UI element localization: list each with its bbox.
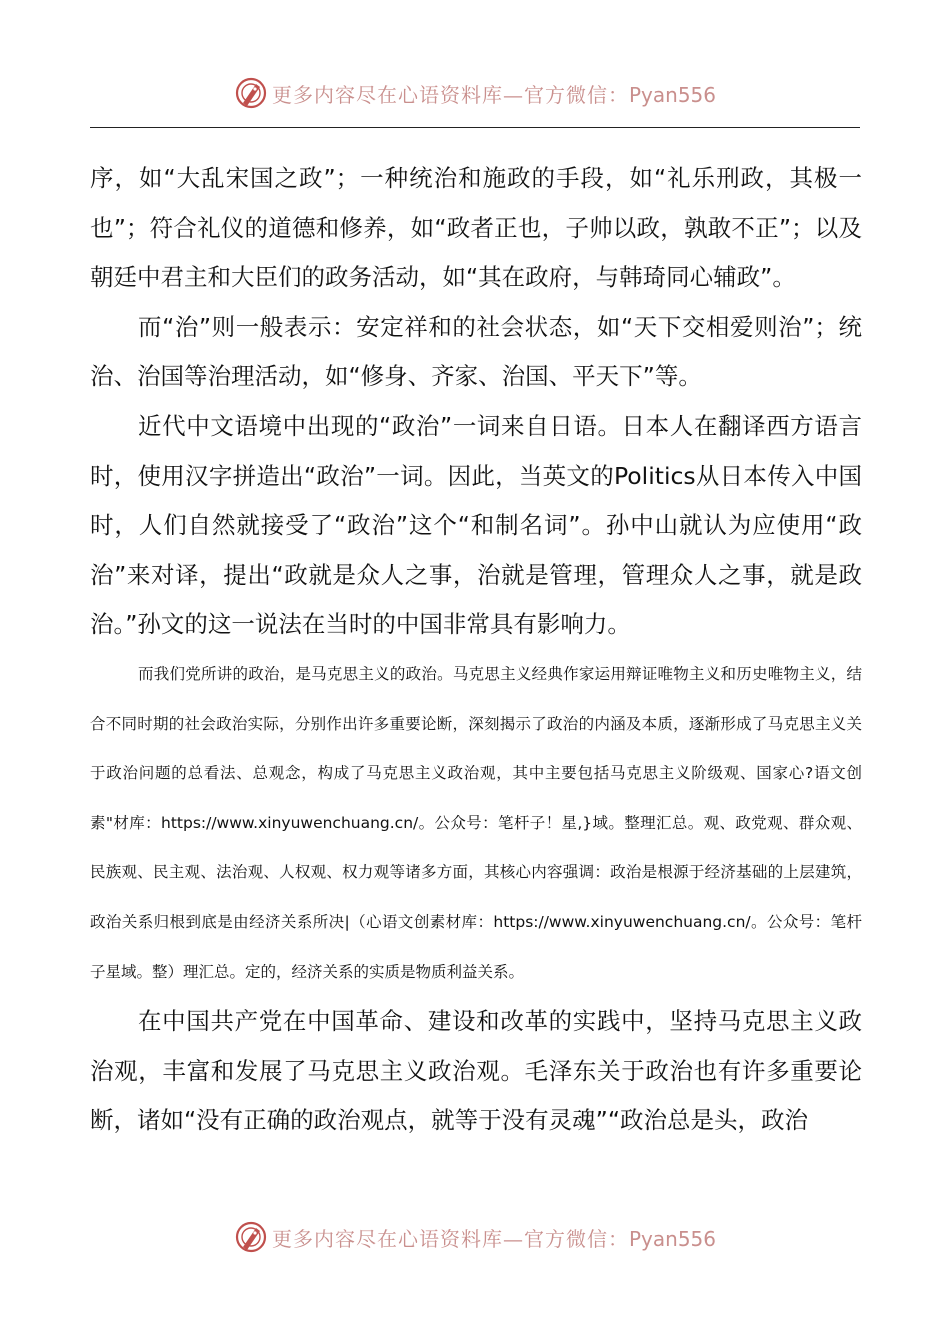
header-divider	[90, 127, 860, 128]
header-wechat-id: Pyan556	[628, 82, 716, 107]
pen-nib-circle-icon	[234, 76, 268, 110]
paragraph-4: 而我们党所讲的政治，是马克思主义的政治。马克思主义经典作家运用辩证唯物主义和历史唯物主义，结合不同时期的社会政治实际，分别作出许多重要论断，深刻揭示了政治的内涵及本质，逐渐形成了马克思主义关于政治问题的总看法、总观念，构成了马克思主义政治观，其中主要包括马克思主义阶级观、国家心?语文创素"材库：https://www.xinyuwenchuang.cn/。公众号：笔杆子！星,}域。整理汇总。观、政党观、群众观、民族观、民主观、法治观、人权观、权力观等诸多方面，其核心内容强调：政治是根源于经济基础的上层建筑，政治关系归根到底是由经济关系所决|（心语文创素材库：https://www.xinyuwenchuang.cn/。公众号：笔杆子星域。整）理汇总。定的，经济关系的实质是物质利益关系。	[90, 664, 862, 981]
header-banner	[0, 68, 950, 118]
footer-wechat-id: Pyan556	[628, 1226, 716, 1251]
document-body	[90, 154, 862, 1146]
header-text: 更多内容尽在心语资料库—官方微信：Pyan556	[271, 82, 716, 107]
paragraph-2: 而“治”则一般表示：安定祥和的社会状态，如“天下交相爱则治”；统治、治国等治理活动，如“修身、齐家、治国、平天下”等。	[90, 312, 862, 391]
paragraph-5: 在中国共产党在中国革命、建设和改革的实践中，坚持马克思主义政治观，丰富和发展了马克思主义政治观。毛泽东关于政治也有许多重要论断，诸如“没有正确的政治观点，就等于没有灵魂”“政治总是头，政治	[90, 1007, 862, 1135]
footer-text: 更多内容尽在心语资料库—官方微信：Pyan556	[271, 1226, 716, 1251]
paragraph-1: 序，如“大乱宋国之政”；一种统治和施政的手段，如“礼乐刑政，其极一也”；符合礼仪的道德和修养，如“政者正也，子帅以政，孰敢不正”；以及朝廷中君主和大臣们的政务活动，如“其在政府，与韩琦同心辅政”。	[90, 164, 862, 292]
pen-nib-circle-icon	[234, 1220, 268, 1254]
paragraph-3: 近代中文语境中出现的“政治”一词来自日语。日本人在翻译西方语言时，使用汉字拼造出“政治”一词。因此，当英文的Politics从日本传入中国时，人们自然就接受了“政治”这个“和制名词”。孙中山就认为应使用“政治”来对译，提出“政就是众人之事，治就是管理，管理众人之事，就是政治。”孙文的这一说法在当时的中国非常具有影响力。	[90, 411, 862, 639]
footer-banner	[0, 1212, 950, 1262]
